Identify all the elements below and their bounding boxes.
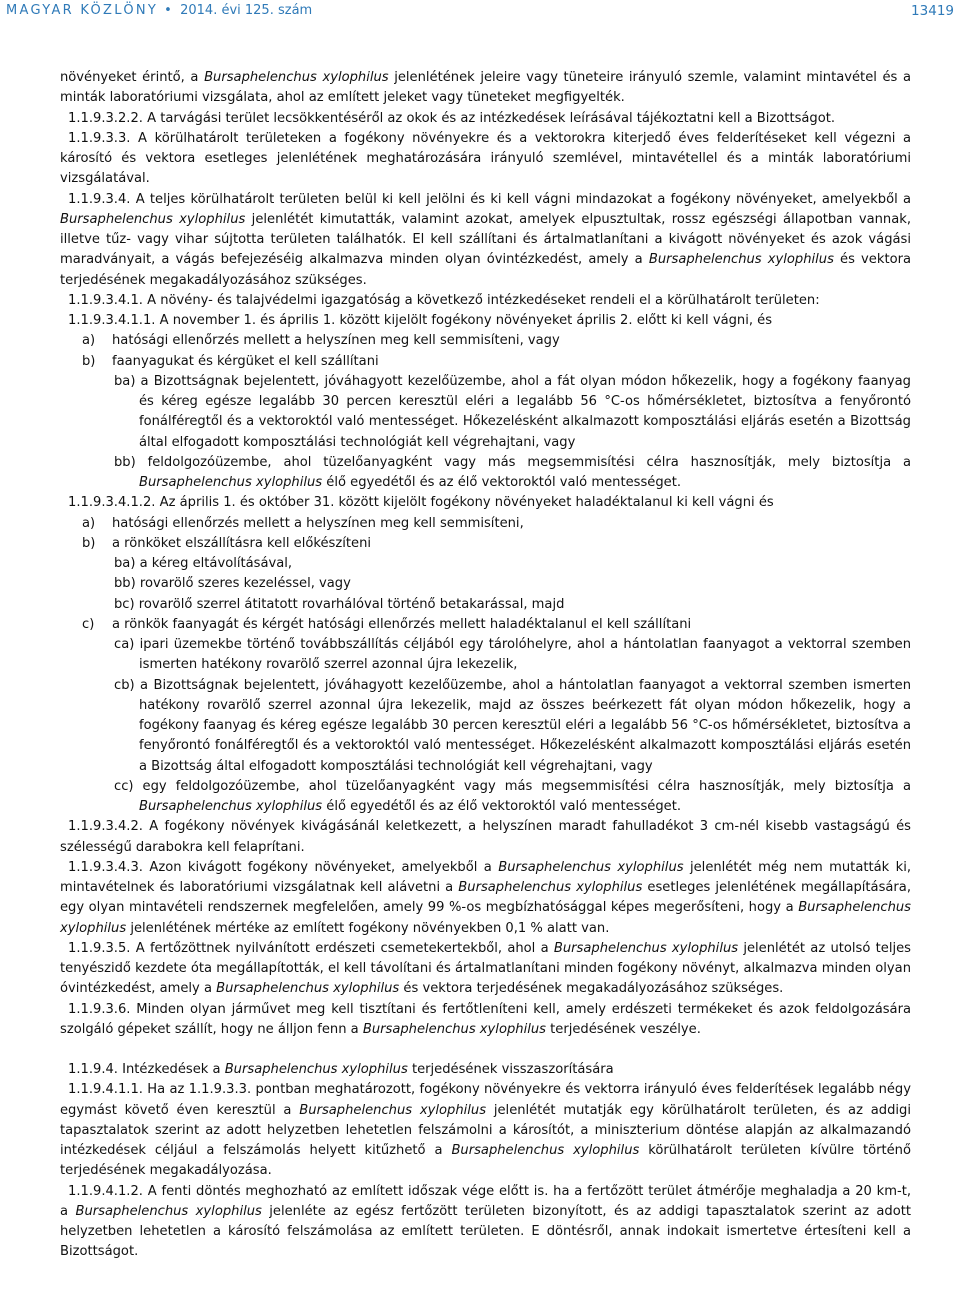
section-heading bbox=[60, 1060, 911, 1080]
text-run: jelenlétét mutatják egy körülhatárolt területen, és az addigi tapasztalatok szerint az adott helyzetben lehetetlen felszámolni a károsítót, a miniszterium döntése alapján az alkalmazandó intézkedések céljául a felszámolás helyett kitűzhető a bbox=[60, 1102, 912, 1158]
page-number: 13419 bbox=[911, 3, 954, 19]
paragraph bbox=[60, 190, 911, 291]
sub-list-item bbox=[60, 635, 911, 676]
paragraph bbox=[60, 939, 911, 1000]
text-run: jelenlétét kimutatták, valamint azokat, amelyek elpusztultak, rossz egészségi állapotban vannak, illetve tűz- vagy vihar sújtotta területen találhatók. El kell szállítani és ártalmatlanítani a kivágott növényeket és azok vágási maradványait, a vágás befejezéséig alkalmazva minden olyan óvintézkedést, amely a bbox=[60, 211, 911, 268]
text-run: élő egyedétől és az élő vektoroktól való mentességet. bbox=[322, 475, 681, 490]
page-header bbox=[0, 0, 960, 22]
species-name: Bursaphelenchus xylophilus bbox=[75, 1203, 262, 1219]
running-head bbox=[6, 3, 312, 18]
paragraph bbox=[60, 817, 911, 858]
species-name: Bursaphelenchus xylophilus bbox=[204, 70, 389, 85]
sub-list-item bbox=[60, 372, 911, 453]
text-run: terjedésének visszaszorítására bbox=[407, 1062, 614, 1077]
text-run: bb) feldolgozóüzembe, ahol tüzelőanyagként vagy más megsemmisítési célra hasznosítják, mely biztosítja a bbox=[114, 454, 911, 470]
sub-list-item bbox=[60, 554, 911, 574]
text-run: bb) rovarölő szeres kezeléssel, vagy bbox=[114, 576, 351, 592]
text-run: jelenléte az egész fertőzött területen bizonyított, és az addigi tapasztalatok szerint az adott helyzetben lehetetlen a károsító felszámolása az említett területen. E döntésről, annak indokait ismertetve értesíteni kell a Bizottságot. bbox=[60, 1203, 911, 1260]
text-run: 1.1.9.4. Intézkedések a bbox=[68, 1062, 225, 1077]
paragraph bbox=[60, 311, 911, 331]
text-run: 1.1.9.3.4.1. A növény- és talajvédelmi igazgatóság a következő intézkedéseket rendeli el a körülhatárolt területen: bbox=[68, 292, 820, 308]
text-run: hatósági ellenőrzés mellett a helyszínen meg kell semmisíteni, bbox=[112, 515, 524, 531]
text-run: a rönköket elszállításra kell előkészíteni bbox=[112, 535, 372, 551]
text-run: 1.1.9.3.4.3. Azon kivágott fogékony növényeket, amelyekből a bbox=[68, 859, 499, 875]
paragraph bbox=[60, 68, 911, 109]
text-run: 1.1.9.3.4.2. A fogékony növények kivágásánál keletkezett, a helyszínen maradt fahulladékot 3 cm-nél kisebb vastagságú és szélességű darabokra kell felaprítani. bbox=[60, 819, 911, 855]
text-run: és vektora terjedésének megakadályozásához szükséges. bbox=[60, 252, 911, 288]
species-name: Bursaphelenchus xylophilus bbox=[139, 475, 323, 490]
species-name: Bursaphelenchus xylophilus bbox=[498, 859, 684, 875]
text-run: 1.1.9.3.4.1.1. A november 1. és április 1. között kijelölt fogékony növényeket április 2. előtt ki kell vágni, és bbox=[68, 313, 773, 328]
paragraph bbox=[60, 129, 911, 190]
paragraph bbox=[60, 1080, 911, 1181]
text-run: 1.1.9.3.2.2. A tarvágási terület lecsökkentéséről az okok és az intézkedések leírásával tájékoztatni kell a Bizottságot. bbox=[68, 110, 836, 126]
text-run: cb) a Bizottságnak bejelentett, jóváhagyott kezelőüzembe, ahol a hántolatlan faanyagot a vektorral szemben ismerten hatékony rovarölő szerrel azonnal újra lekezelik, majd az összes beérkezett fát olyan módon hőkezelik, hogy a fogékony faanyag és kéreg egésze legalább 30 percen keresztül eléri a legalább 56 °C-os hőmérsékletet, biztosítva a fenyőrontó fonálféregtől és a vektoroktól való mentességet. Hőkezelésként alkalmazott komposztálási eljárás esetén a Bizottság által elfogadott komposztálási technológiát kell végrehajtani, vagy bbox=[114, 677, 911, 774]
sub-list-item bbox=[60, 777, 911, 818]
text-run: és vektora terjedésének megakadályozásához szükséges. bbox=[399, 981, 784, 997]
text-run: jelenlétének jeleire vagy tüneteire irányuló szemle, valamint mintavétel és a minták laboratóriumi vizsgálata, ahol az említett jeleket vagy tüneteket megfigyelték. bbox=[60, 70, 911, 106]
text-run: 1.1.9.3.4. A teljes körülhatárolt területen belül ki kell jelölni és ki kell vágni mindazokat a fogékony növényeket, amelyekből a bbox=[68, 191, 911, 207]
paragraph bbox=[60, 109, 911, 129]
text-run: ba) a Bizottságnak bejelentett, jóváhagyott kezelőüzembe, ahol a fát olyan módon hőkezelik, hogy a fogékony faanyag és kéreg egésze legalább 30 percen keresztül eléri a legalább 56 °C-os hőmérsékletet, biztosítva a fenyőrontó fonálféregtől és a vektoroktól való mentességet. Hőkezelésként alkalmazott komposztálási eljárás esetén a Bizottság által elfogadott komposztálási technológiát kell végrehajtani, vagy bbox=[114, 373, 911, 450]
species-name: Bursaphelenchus xylophilus bbox=[60, 211, 246, 227]
journal-title: MAGYAR KÖZLÖNY bbox=[6, 3, 159, 18]
text-run: ba) a kéreg eltávolításával, bbox=[114, 556, 293, 571]
text-run: jelenlétét még nem mutatták ki, mintavételnek és laboratóriumi vizsgálatnak kell alávetni a bbox=[60, 859, 912, 895]
species-name: Bursaphelenchus xylophilus bbox=[139, 799, 323, 814]
sub-list-item bbox=[60, 453, 911, 494]
sub-list-item bbox=[60, 595, 911, 615]
species-name: Bursaphelenchus xylophilus bbox=[553, 940, 739, 956]
species-name: Bursaphelenchus xylophilus bbox=[362, 1021, 546, 1037]
text-run: esetleges jelenlétének megállapítására, egy olyan mintavételi rendszernek megfelelően, amely 99 %-os megbízhatósággal képes megerősíteni, hogy a bbox=[60, 880, 911, 916]
text-run: 1.1.9.4.1.1. Ha az 1.1.9.3.3. pontban meghatározott, fogékony növényekre és vektorra irányuló éves felderítések legalább négy egymást követő éven keresztül a bbox=[60, 1082, 911, 1118]
text-run: 1.1.9.3.5. A fertőzöttnek nyilvánított erdészeti csemetekertekből, ahol a bbox=[68, 940, 554, 956]
header-bullet: • bbox=[164, 3, 175, 18]
paragraph bbox=[60, 1182, 911, 1263]
text-run: faanyagukat és kérgüket el kell szállítani bbox=[112, 353, 379, 369]
species-name: Bursaphelenchus xylophilus bbox=[60, 900, 911, 936]
document-body bbox=[60, 68, 911, 1263]
text-run: 1.1.9.3.6. Minden olyan járművet meg kell tisztítani és fertőtleníteni kell, amely erdészeti termékeket és azok feldolgozására szolgáló gépeket szállít, hogy ne álljon fenn a bbox=[60, 1001, 911, 1037]
text-run: 1.1.9.3.3. A körülhatárolt területeken a fogékony növényekre és a vektorokra kiterjedő éves felderítéseket kell végezni a károsító és vektora esetleges jelenlétének meghatározására irányuló szemlével, mintavétellel és a minták laboratóriumi vizsgálatával. bbox=[60, 130, 911, 187]
list-item bbox=[60, 615, 911, 635]
text-run: cc) egy feldolgozóüzembe, ahol tüzelőanyagként vagy más megsemmisítési célra hasznosítják, mely biztosítja a bbox=[114, 778, 911, 794]
species-name: Bursaphelenchus xylophilus bbox=[458, 880, 643, 895]
text-run: körülhatárolt területen kívülre történő terjedésének megakadályozása. bbox=[60, 1143, 911, 1179]
text-run: ca) ipari üzemekbe történő továbbszállítás céljából egy tárolóhelyre, ahol a hántolatlan faanyagot a vektorral szemben ismerten hatékony rovarölő szerrel azonnal újra lekezelik, bbox=[114, 637, 911, 673]
text-run: növényeket érintő, a bbox=[60, 70, 205, 85]
text-run: 1.1.9.3.4.1.2. Az április 1. és október 31. között kijelölt fogékony növényeket haladéktalanul ki kell vágni és bbox=[68, 495, 774, 511]
paragraph bbox=[60, 493, 911, 513]
species-name: Bursaphelenchus xylophilus bbox=[299, 1102, 487, 1118]
text-run: hatósági ellenőrzés mellett a helyszínen meg kell semmisíteni, vagy bbox=[112, 333, 560, 349]
list-item bbox=[60, 514, 911, 534]
paragraph bbox=[60, 1000, 911, 1041]
list-label: a) bbox=[82, 333, 96, 349]
list-item bbox=[60, 352, 911, 372]
text-run: terjedésének veszélye. bbox=[545, 1021, 701, 1037]
sub-list-item bbox=[60, 574, 911, 594]
issue-label: 2014. évi 125. szám bbox=[180, 3, 313, 18]
text-run: a rönkök faanyagát és kérgét hatósági ellenőrzés mellett haladéktalanul el kell szállítani bbox=[112, 616, 692, 632]
list-label: b) bbox=[82, 353, 96, 369]
species-name: Bursaphelenchus xylophilus bbox=[451, 1143, 640, 1158]
text-run: élő egyedétől és az élő vektoroktól való mentességet. bbox=[322, 799, 681, 814]
text-run: 1.1.9.4.1.2. A fenti döntés meghozható az említett időszak vége előtt is. ha a fertőzött terület átmérője meghaladja a 20 km-t, a bbox=[60, 1183, 911, 1219]
list-label: c) bbox=[82, 616, 95, 632]
text-run: jelenlétét az utolsó teljes tenyészidő kezdete óta megállapították, el kell távolítani és ártalmatlanítani minden fogékony növényt, alkalmazva minden olyan óvintézkedést, amely a bbox=[60, 940, 911, 997]
list-label: a) bbox=[82, 515, 96, 531]
species-name: Bursaphelenchus xylophilus bbox=[216, 981, 400, 997]
species-name: Bursaphelenchus xylophilus bbox=[648, 252, 834, 268]
species-name: Bursaphelenchus xylophilus bbox=[224, 1062, 408, 1077]
text-run: bc) rovarölő szerrel átitatott rovarhálóval történő betakarással, majd bbox=[114, 596, 565, 612]
paragraph bbox=[60, 858, 911, 939]
sub-list-item bbox=[60, 676, 911, 777]
list-label: b) bbox=[82, 535, 96, 551]
paragraph bbox=[60, 291, 911, 311]
list-item bbox=[60, 534, 911, 554]
list-item bbox=[60, 331, 911, 351]
text-run: jelenlétének mértéke az említett fogékony növényekben 0,1 % alatt van. bbox=[126, 920, 610, 936]
